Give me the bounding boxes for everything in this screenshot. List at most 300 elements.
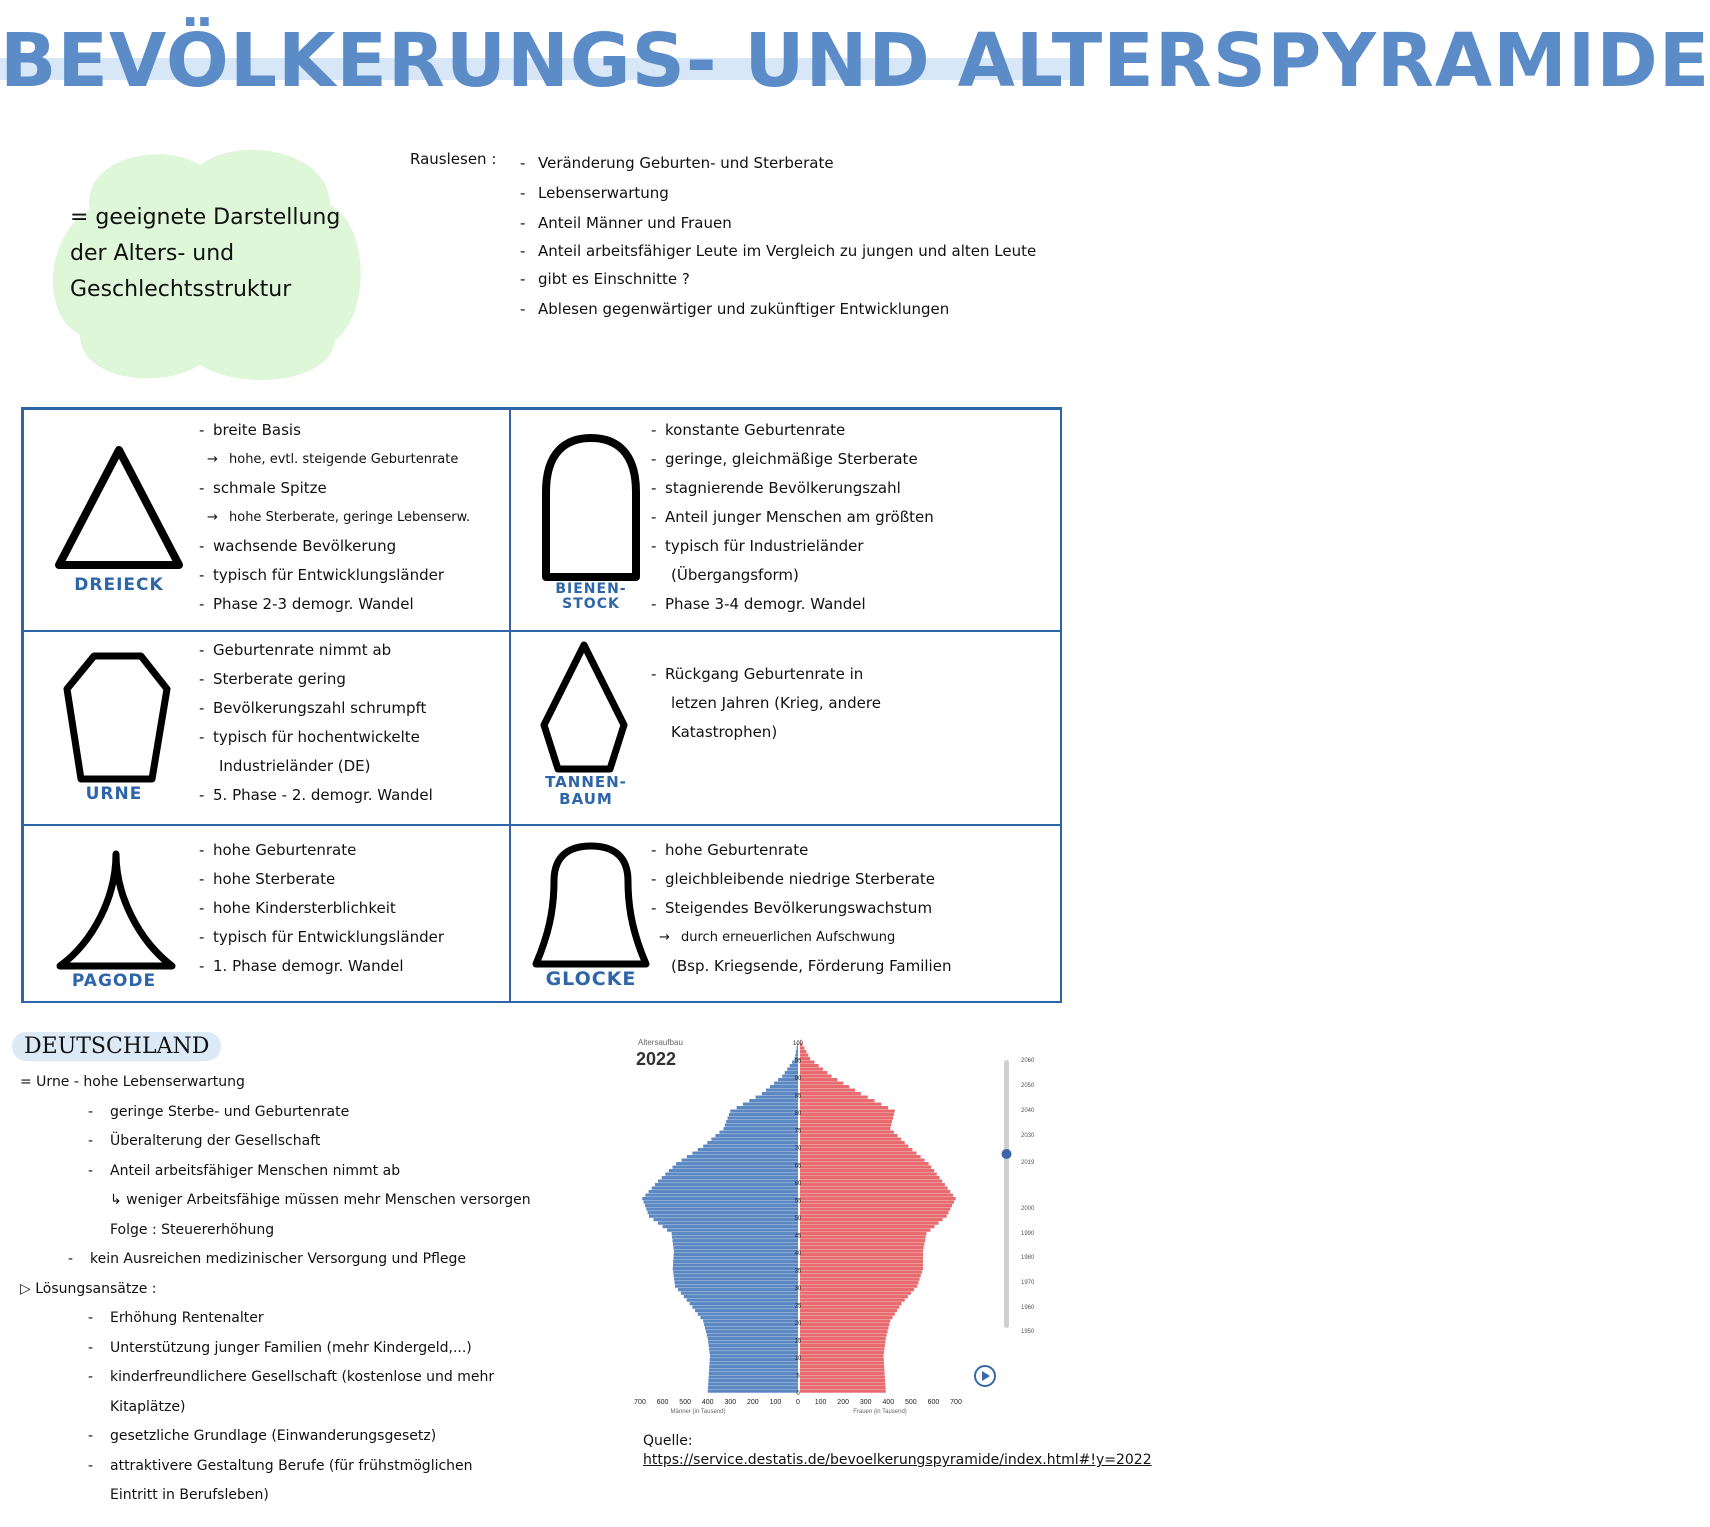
y-tick-label: 95 xyxy=(794,1058,802,1065)
bar-women xyxy=(800,1348,884,1351)
bar-men xyxy=(672,1236,798,1239)
fir-tree-shape-icon xyxy=(536,637,636,777)
bar-women xyxy=(800,1239,925,1242)
bar-men xyxy=(743,1103,798,1106)
bar-women xyxy=(800,1082,843,1085)
shape-label: PAGODE xyxy=(71,971,157,991)
bar-women xyxy=(800,1166,931,1169)
type-cell-glocke xyxy=(510,825,1062,1003)
list-item: Folge : Steuererhöhung xyxy=(110,1221,275,1238)
list-item: - Lebenserwartung xyxy=(520,178,1060,208)
definition-line: Geschlechtsstruktur xyxy=(70,277,292,302)
bar-women xyxy=(800,1253,923,1256)
type-description xyxy=(651,836,1056,981)
bar-men xyxy=(790,1064,798,1067)
bar-women xyxy=(800,1264,923,1267)
list-item: - Anteil arbeitsfähiger Menschen nimmt ab xyxy=(20,1157,620,1187)
bar-men xyxy=(729,1113,798,1116)
bar-women xyxy=(800,1320,890,1323)
bar-women xyxy=(800,1183,945,1186)
bar-women xyxy=(800,1222,939,1225)
bar-men xyxy=(642,1197,798,1200)
type-description xyxy=(199,416,504,619)
bar-women xyxy=(800,1117,893,1120)
bar-women xyxy=(800,1313,895,1316)
y-tick-label: 25 xyxy=(794,1303,802,1310)
bar-women xyxy=(800,1201,954,1204)
list-item: - hohe Kindersterblichkeit xyxy=(199,894,504,923)
shape-label: URNE xyxy=(85,784,143,804)
bar-women xyxy=(800,1218,943,1221)
x-tick-label: 0 xyxy=(796,1399,800,1406)
list-item: - Anteil junger Menschen am größten xyxy=(651,503,1056,532)
bar-men xyxy=(709,1344,798,1347)
bar-men xyxy=(658,1222,798,1225)
bar-men xyxy=(724,1127,798,1130)
bar-men xyxy=(687,1155,798,1158)
bar-women xyxy=(800,1187,948,1190)
bar-women xyxy=(800,1071,827,1074)
bar-women xyxy=(800,1155,921,1158)
list-item: - Anteil arbeitsfähiger Leute im Vergleich zu jungen und alten Leute xyxy=(520,238,1060,264)
bar-men xyxy=(655,1183,798,1186)
bar-men xyxy=(676,1162,798,1165)
list-item: - Geburtenrate nimmt ab xyxy=(199,636,504,665)
x-label-women: Frauen (in Tausend) xyxy=(853,1409,907,1415)
bar-men xyxy=(673,1260,798,1263)
x-tick-label: 300 xyxy=(859,1399,872,1406)
bar-women xyxy=(800,1246,924,1249)
bar-men xyxy=(673,1166,798,1169)
list-item: - gleichbleibende niedrige Sterberate xyxy=(651,865,1056,894)
bar-women xyxy=(800,1285,917,1288)
slider-year-label: 2040 xyxy=(1021,1108,1035,1114)
x-tick-label: 700 xyxy=(950,1399,962,1406)
x-label-men: Männer (in Tausend) xyxy=(670,1409,726,1415)
bar-men xyxy=(698,1313,798,1316)
bar-women xyxy=(800,1295,908,1298)
bar-women xyxy=(800,1110,895,1113)
bar-women xyxy=(800,1372,885,1375)
slider-year-label: 1950 xyxy=(1021,1329,1035,1335)
bar-women xyxy=(800,1376,885,1379)
bar-women xyxy=(800,1180,942,1183)
y-tick-label: 50 xyxy=(794,1216,802,1222)
bar-men xyxy=(654,1218,798,1221)
bar-men xyxy=(690,1302,798,1305)
bar-men xyxy=(663,1225,798,1228)
list-item: - gesetzliche Grundlage (Einwanderungsgesetz) xyxy=(20,1422,620,1452)
pyramid-types-grid xyxy=(21,407,1062,1003)
list-item: - typisch für Industrieländer xyxy=(651,532,1056,561)
bar-men xyxy=(705,1327,798,1330)
list-item: - Phase 3-4 demogr. Wandel xyxy=(651,590,1056,619)
bar-men xyxy=(728,1117,798,1120)
bar-women xyxy=(800,1176,939,1179)
bar-men xyxy=(673,1267,798,1270)
bar-men xyxy=(673,1264,798,1267)
germany-title: DEUTSCHLAND xyxy=(12,1032,221,1061)
bar-women xyxy=(800,1274,921,1277)
bar-men xyxy=(707,1334,798,1337)
bar-men xyxy=(658,1180,798,1183)
list-item: → hohe, evtl. steigende Geburtenrate xyxy=(199,445,504,474)
bar-men xyxy=(797,1047,798,1050)
bar-men xyxy=(673,1239,798,1242)
slider-year-label: 2019 xyxy=(1021,1160,1035,1166)
bar-women xyxy=(800,1075,832,1078)
bar-women xyxy=(800,1379,885,1382)
definition-line: der Alters- und xyxy=(70,241,235,266)
list-item: (Übergangsform) xyxy=(671,566,799,584)
list-item: - geringe Sterbe- und Geburtenrate xyxy=(20,1098,620,1128)
bar-women xyxy=(800,1173,937,1176)
shape-label: DREIECK xyxy=(74,575,164,595)
bar-women xyxy=(800,1061,814,1064)
bar-men xyxy=(709,1365,798,1368)
bar-women xyxy=(800,1260,923,1263)
bar-men xyxy=(687,1299,798,1302)
bar-men xyxy=(703,1145,798,1148)
bar-women xyxy=(800,1113,894,1116)
list-item: - Rückgang Geburtenrate in xyxy=(651,660,1056,689)
bar-men xyxy=(662,1176,798,1179)
bar-men xyxy=(710,1351,798,1354)
list-item: - Ablesen gegenwärtiger und zukünftiger Entwicklungen xyxy=(520,294,1060,324)
bar-women xyxy=(800,1141,905,1144)
bar-men xyxy=(698,1148,798,1151)
shape-label: GLOCKE xyxy=(545,968,637,990)
y-tick-label: 100 xyxy=(792,1041,804,1047)
population-pyramid-chart xyxy=(618,1035,1068,1420)
y-tick-label: 75 xyxy=(794,1128,802,1135)
bar-men xyxy=(770,1085,798,1088)
type-cell-tannenbaum xyxy=(510,631,1062,825)
urn-shape-icon xyxy=(59,644,174,784)
bar-men xyxy=(667,1229,798,1232)
type-description xyxy=(651,416,1056,619)
source-label: Quelle: xyxy=(643,1433,693,1449)
y-tick-label: 60 xyxy=(794,1181,802,1187)
bar-women xyxy=(800,1204,952,1207)
list-item: - geringe, gleichmäßige Sterberate xyxy=(651,445,1056,474)
source-citation xyxy=(643,1432,1152,1470)
bar-women xyxy=(800,1197,956,1200)
bar-men xyxy=(725,1124,798,1127)
bar-women xyxy=(800,1215,947,1218)
list-item: ▷ Lösungsansätze : xyxy=(20,1280,157,1297)
x-tick-label: 200 xyxy=(837,1399,849,1406)
bar-women xyxy=(800,1232,926,1235)
y-tick-label: 45 xyxy=(794,1233,802,1240)
x-tick-label: 600 xyxy=(927,1399,940,1406)
type-cell-pagode xyxy=(23,825,510,1003)
shape-label: TANNEN-BAUM xyxy=(545,773,627,808)
bar-men xyxy=(766,1089,798,1092)
x-tick-label: 400 xyxy=(701,1399,714,1406)
bar-women xyxy=(800,1243,924,1246)
bar-women xyxy=(800,1057,810,1060)
definition-text xyxy=(70,200,340,308)
list-item: - hohe Geburtenrate xyxy=(199,836,504,865)
bar-men xyxy=(708,1341,798,1344)
bell-shape-icon xyxy=(526,836,656,971)
definition-line: = geeignete Darstellung xyxy=(70,205,341,230)
list-item: - kein Ausreichen medizinischer Versorgung und Pflege xyxy=(20,1245,620,1275)
bar-women xyxy=(800,1330,888,1333)
slider-year-label: 1960 xyxy=(1021,1305,1035,1311)
list-item: - Phase 2-3 demogr. Wandel xyxy=(199,590,504,619)
bar-women xyxy=(800,1267,923,1270)
list-item: - Bevölkerungszahl schrumpft xyxy=(199,694,504,723)
slider-year-label: 2060 xyxy=(1021,1058,1035,1064)
list-item: - hohe Sterberate xyxy=(199,865,504,894)
bar-men xyxy=(737,1106,798,1109)
bar-men xyxy=(674,1278,798,1281)
slider-year-label: 1990 xyxy=(1021,1231,1035,1237)
bar-men xyxy=(785,1071,798,1074)
list-item: Industrieländer (DE) xyxy=(219,757,371,775)
bar-men xyxy=(708,1337,798,1340)
bar-men xyxy=(710,1355,798,1358)
y-tick-label: 85 xyxy=(794,1093,802,1100)
slider-year-label: 1970 xyxy=(1021,1280,1035,1286)
rauslesen-label: Rauslesen : xyxy=(410,150,497,168)
slider-year-label: 2050 xyxy=(1021,1083,1035,1089)
value-axis xyxy=(634,1399,962,1406)
chart-title: Altersaufbau xyxy=(638,1038,683,1047)
bar-men xyxy=(730,1110,798,1113)
bar-men xyxy=(710,1362,798,1365)
list-item: - typisch für hochentwickelte xyxy=(199,723,504,752)
y-tick-label: 15 xyxy=(794,1338,802,1345)
bar-women xyxy=(800,1386,886,1389)
list-item: - stagnierende Bevölkerungszahl xyxy=(651,474,1056,503)
list-item: - Unterstützung junger Familien (mehr Kindergeld,...) xyxy=(20,1334,620,1364)
bar-men xyxy=(674,1253,798,1256)
bar-women xyxy=(800,1106,888,1109)
list-item: - attraktivere Gestaltung Berufe (für frühstmöglichen xyxy=(20,1452,620,1482)
bar-women xyxy=(800,1120,892,1123)
y-tick-label: 70 xyxy=(794,1146,802,1152)
list-item: - konstante Geburtenrate xyxy=(651,416,1056,445)
bar-women xyxy=(800,1145,908,1148)
bar-men xyxy=(726,1120,798,1123)
bar-women xyxy=(800,1162,929,1165)
type-description xyxy=(651,660,1056,747)
bar-men xyxy=(711,1138,798,1141)
slider-year-label: 2030 xyxy=(1021,1133,1035,1139)
slider-track xyxy=(1004,1060,1009,1328)
bar-women xyxy=(800,1302,902,1305)
list-item: - Erhöhung Rentenalter xyxy=(20,1304,620,1334)
bar-women xyxy=(800,1068,823,1071)
x-tick-label: 300 xyxy=(724,1399,737,1406)
bar-women xyxy=(800,1271,922,1274)
x-tick-label: 500 xyxy=(679,1399,691,1406)
y-tick-label: 10 xyxy=(794,1356,802,1362)
bar-men xyxy=(762,1092,798,1095)
type-cell-bienenstock xyxy=(510,409,1062,631)
bar-women xyxy=(800,1225,935,1228)
bar-women xyxy=(800,1278,920,1281)
bar-women xyxy=(800,1152,916,1155)
bar-women xyxy=(800,1309,897,1312)
bar-women xyxy=(800,1257,923,1260)
bar-women xyxy=(800,1085,849,1088)
x-tick-label: 700 xyxy=(634,1399,646,1406)
x-tick-label: 200 xyxy=(747,1399,759,1406)
list-item: - 5. Phase - 2. demogr. Wandel xyxy=(199,781,504,810)
bar-men xyxy=(644,1201,798,1204)
list-item: - Steigendes Bevölkerungswachstum xyxy=(651,894,1056,923)
bar-men xyxy=(675,1285,798,1288)
x-tick-label: 600 xyxy=(656,1399,669,1406)
bar-women xyxy=(800,1078,837,1081)
bar-women xyxy=(800,1099,874,1102)
list-item: - Überalterung der Gesellschaft xyxy=(20,1127,620,1157)
bar-men xyxy=(692,1306,798,1309)
bar-women xyxy=(800,1327,888,1330)
list-item: - Anteil Männer und Frauen xyxy=(520,208,1060,238)
bar-men xyxy=(652,1187,798,1190)
bar-men xyxy=(678,1288,798,1291)
play-button[interactable] xyxy=(975,1366,995,1386)
y-tick-label: 55 xyxy=(794,1198,802,1205)
bar-men xyxy=(704,1323,798,1326)
bar-women xyxy=(800,1337,886,1340)
bar-women xyxy=(800,1096,868,1099)
list-item: - breite Basis xyxy=(199,416,504,445)
bar-women xyxy=(800,1064,819,1067)
source-link[interactable]: https://service.destatis.de/bevoelkerungspyramide/index.html#!y=2022 xyxy=(643,1452,1152,1468)
type-cell-dreieck xyxy=(23,409,510,631)
list-item: (Bsp. Kriegsende, Förderung Familien xyxy=(671,957,952,975)
bar-women xyxy=(800,1292,911,1295)
slider-year-label: 1980 xyxy=(1021,1255,1035,1261)
y-tick-label: 65 xyxy=(794,1163,802,1170)
bar-men xyxy=(709,1372,798,1375)
bar-men xyxy=(649,1190,798,1193)
list-item: - typisch für Entwicklungsländer xyxy=(199,561,504,590)
bar-men xyxy=(710,1358,798,1361)
bar-women xyxy=(800,1365,884,1368)
bar-women xyxy=(800,1334,887,1337)
bar-women xyxy=(800,1299,905,1302)
bar-men xyxy=(665,1173,798,1176)
bar-men xyxy=(787,1068,798,1071)
bar-women xyxy=(800,1362,884,1365)
bar-men xyxy=(649,1215,798,1218)
bar-men xyxy=(675,1281,798,1284)
bar-women xyxy=(800,1369,884,1372)
bar-women xyxy=(800,1208,950,1211)
bar-men xyxy=(749,1099,798,1102)
list-item: - schmale Spitze xyxy=(199,474,504,503)
bar-women xyxy=(800,1190,950,1193)
bar-women xyxy=(800,1103,881,1106)
list-item: letzen Jahren (Krieg, andere xyxy=(671,694,881,712)
bar-men xyxy=(796,1050,798,1053)
list-item: = Urne - hohe Lebenserwartung xyxy=(20,1074,245,1090)
bar-women xyxy=(800,1134,898,1137)
list-item: - kinderfreundlichere Gesellschaft (kostenlose und mehr xyxy=(20,1363,620,1393)
bar-men xyxy=(709,1348,798,1351)
y-tick-label: 40 xyxy=(794,1251,802,1257)
bar-men xyxy=(648,1211,798,1214)
bar-men xyxy=(700,1316,798,1319)
list-item: - wachsende Bevölkerung xyxy=(199,532,504,561)
list-item: - Veränderung Geburten- und Sterberate xyxy=(520,148,1060,178)
year-slider[interactable] xyxy=(1002,1058,1036,1335)
bar-men xyxy=(673,1243,798,1246)
pagoda-shape-icon xyxy=(54,846,179,971)
list-item: → hohe Sterberate, geringe Lebenserw. xyxy=(199,503,504,532)
y-tick-label: 80 xyxy=(794,1111,802,1117)
list-item: - typisch für Entwicklungsländer xyxy=(199,923,504,952)
bar-men xyxy=(674,1274,798,1277)
bar-women xyxy=(800,1383,885,1386)
list-item: - Sterberate gering xyxy=(199,665,504,694)
bar-men xyxy=(695,1309,798,1312)
type-cell-urne xyxy=(23,631,510,825)
y-tick-label: 5 xyxy=(796,1373,800,1380)
bar-women xyxy=(800,1390,886,1393)
bar-women xyxy=(800,1092,861,1095)
bar-men xyxy=(674,1250,798,1253)
beehive-shape-icon xyxy=(536,432,646,582)
bar-women xyxy=(800,1250,923,1253)
list-item: - 1. Phase demogr. Wandel xyxy=(199,952,504,981)
bar-men xyxy=(708,1386,798,1389)
slider-year-label: 2000 xyxy=(1021,1206,1035,1212)
bar-women xyxy=(800,1236,926,1239)
bar-women xyxy=(800,1127,890,1130)
bar-men xyxy=(707,1141,798,1144)
bar-women xyxy=(800,1169,934,1172)
bar-women xyxy=(800,1358,884,1361)
bar-men xyxy=(706,1330,798,1333)
germany-notes xyxy=(20,1068,620,1511)
bar-women xyxy=(800,1159,925,1162)
x-tick-label: 100 xyxy=(769,1399,782,1406)
bar-men xyxy=(682,1159,798,1162)
bar-women xyxy=(800,1054,808,1057)
bar-men xyxy=(774,1082,798,1085)
bar-women xyxy=(800,1047,804,1050)
page-title: BEVÖLKERUNGS- UND ALTERSPYRAMIDE xyxy=(0,18,1710,104)
list-item: - gibt es Einschnitte ? xyxy=(520,264,1060,294)
bar-men xyxy=(684,1295,798,1298)
bar-men xyxy=(709,1369,798,1372)
bar-women xyxy=(800,1281,919,1284)
type-description xyxy=(199,836,504,981)
y-tick-label: 30 xyxy=(794,1286,802,1292)
bar-women xyxy=(800,1316,893,1319)
slider-handle xyxy=(1002,1149,1012,1159)
bar-men xyxy=(645,1204,798,1207)
chart-year: 2022 xyxy=(636,1049,677,1069)
x-tick-label: 100 xyxy=(814,1399,827,1406)
list-item: Kitaplätze) xyxy=(110,1398,186,1415)
bar-men xyxy=(692,1152,798,1155)
bar-women xyxy=(800,1124,891,1127)
bar-men xyxy=(756,1096,798,1099)
bar-women xyxy=(800,1341,885,1344)
list-item: ↳ weniger Arbeitsfähige müssen mehr Menschen versorgen xyxy=(110,1192,531,1208)
list-item: Eintritt in Berufsleben) xyxy=(110,1487,269,1503)
bar-men xyxy=(673,1257,798,1260)
